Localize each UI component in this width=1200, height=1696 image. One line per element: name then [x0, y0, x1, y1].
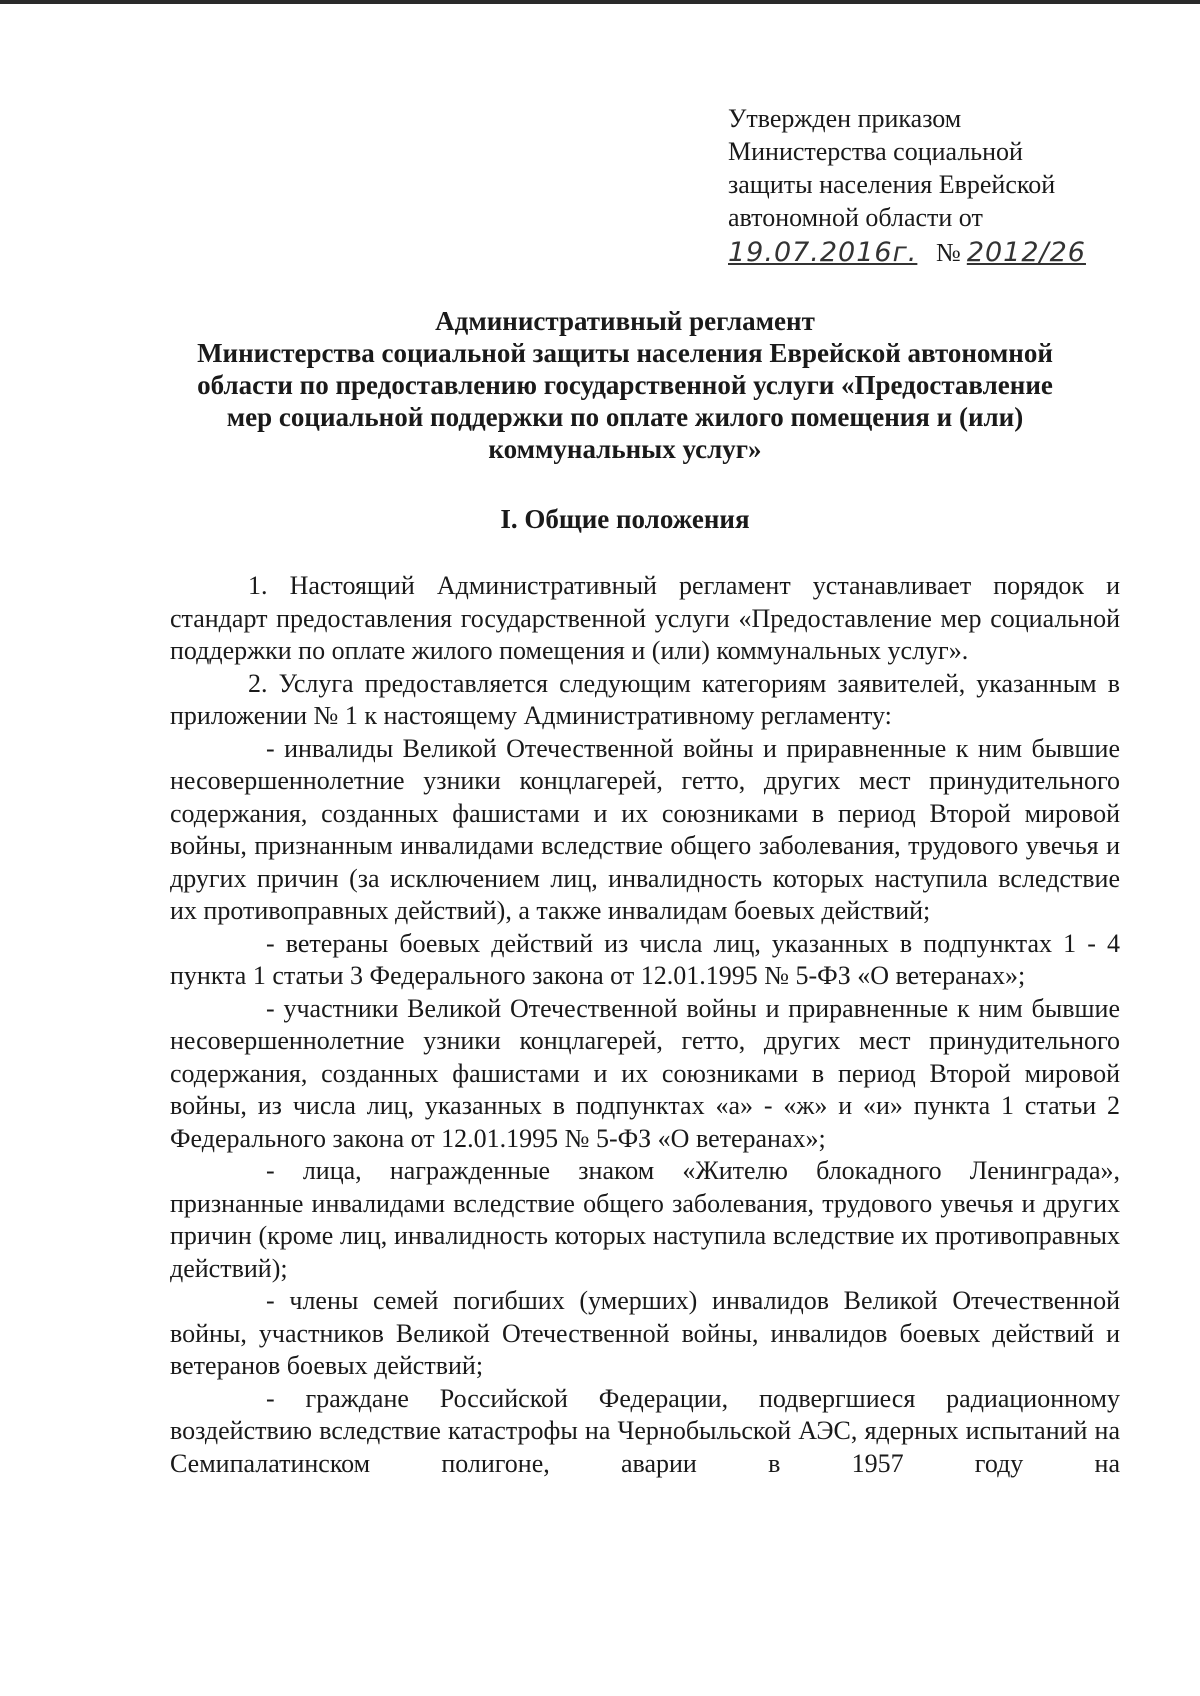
list-item-disabled-wwii: - инвалиды Великой Отечественной войны и приравненные к ним бывшие несовершеннолетние узники концлагерей, гетто, других мест принудительного содержания, созданных фашистами и их союзниками в период Второй мировой войны, признанным инвалидами вследствие общего заболевания, трудового увечья и других причин (за исключением лиц, инвалидность которых наступила вследствие их противоправных действий), а также инвалидам боевых действий; [170, 733, 1120, 925]
title-line-1: Административный регламент [435, 306, 815, 336]
section-heading: I. Общие положения [500, 504, 750, 534]
list-item-combat-veterans: - ветераны боевых действий из числа лиц, указанных в подпунктах 1 - 4 пункта 1 статьи 3 Федерального закона от 12.01.1995 № 5-ФЗ «О ветеранах»; [170, 928, 1120, 990]
approval-line-4: автономной области от [728, 203, 983, 232]
list-item-leningrad-siege: - лица, награжденные знаком «Жителю блокадного Ленинграда», признанные инвалидами вследствие общего заболевания, трудового увечья и других причин (кроме лиц, инвалидность которых наступила вследствие их противоправных действий); [170, 1156, 1120, 1283]
list-item-family-members: - члены семей погибших (умерших) инвалидов Великой Отечественной войны, участников Великой Отечественной войны, инвалидов боевых действий и ветеранов боевых действий; [170, 1286, 1120, 1380]
paragraph-1: 1. Настоящий Административный регламент устанавливает порядок и стандарт предоставления государственной услуги «Предоставление мер социальной поддержки по оплате жилого помещения и (или) коммунальных услуг». [170, 571, 1120, 665]
approval-stamp [728, 102, 1128, 269]
document-title [160, 305, 1090, 465]
handwritten-order-number: 2012/26 [966, 237, 1086, 268]
approval-line-3: защиты населения Еврейской [728, 170, 1056, 199]
title-line-3: области по предоставлению государственной услуги «Предоставление [197, 370, 1053, 400]
approval-line-1: Утвержден приказом [728, 104, 962, 133]
number-sign: № [936, 238, 961, 267]
page-top-edge [0, 0, 1200, 4]
paragraph-2: 2. Услуга предоставляется следующим категориям заявителей, указанным в приложении № 1 к настоящему Административному регламенту: [170, 668, 1120, 730]
title-line-4: мер социальной поддержки по оплате жилого помещения и (или) [226, 402, 1024, 432]
approval-date-number-row [728, 236, 1128, 269]
handwritten-date: 19.07.2016г. [728, 237, 918, 268]
approval-line-2: Министерства социальной [728, 137, 1023, 166]
title-line-5: коммунальных услуг» [488, 434, 762, 464]
list-item-wwii-participants: - участники Великой Отечественной войны и приравненные к ним бывшие несовершеннолетние узники концлагерей, гетто, других мест принудительного содержания, созданных фашистами и их союзниками в период Второй мировой войны, из числа лиц, указанных в подпунктах «а» - «ж» и «и» пункта 1 статьи 2 Федерального закона от 12.01.1995 № 5-ФЗ «О ветеранах»; [170, 993, 1120, 1153]
list-item-radiation-victims: - граждане Российской Федерации, подвергшиеся радиационному воздействию вследствие катастрофы на Чернобыльской АЭС, ядерных испытаний на Семипалатинском полигоне, аварии в 1957 году на [170, 1383, 1120, 1478]
title-line-2: Министерства социальной защиты населения Еврейской автономной [197, 338, 1053, 368]
document-body [170, 570, 1120, 1480]
